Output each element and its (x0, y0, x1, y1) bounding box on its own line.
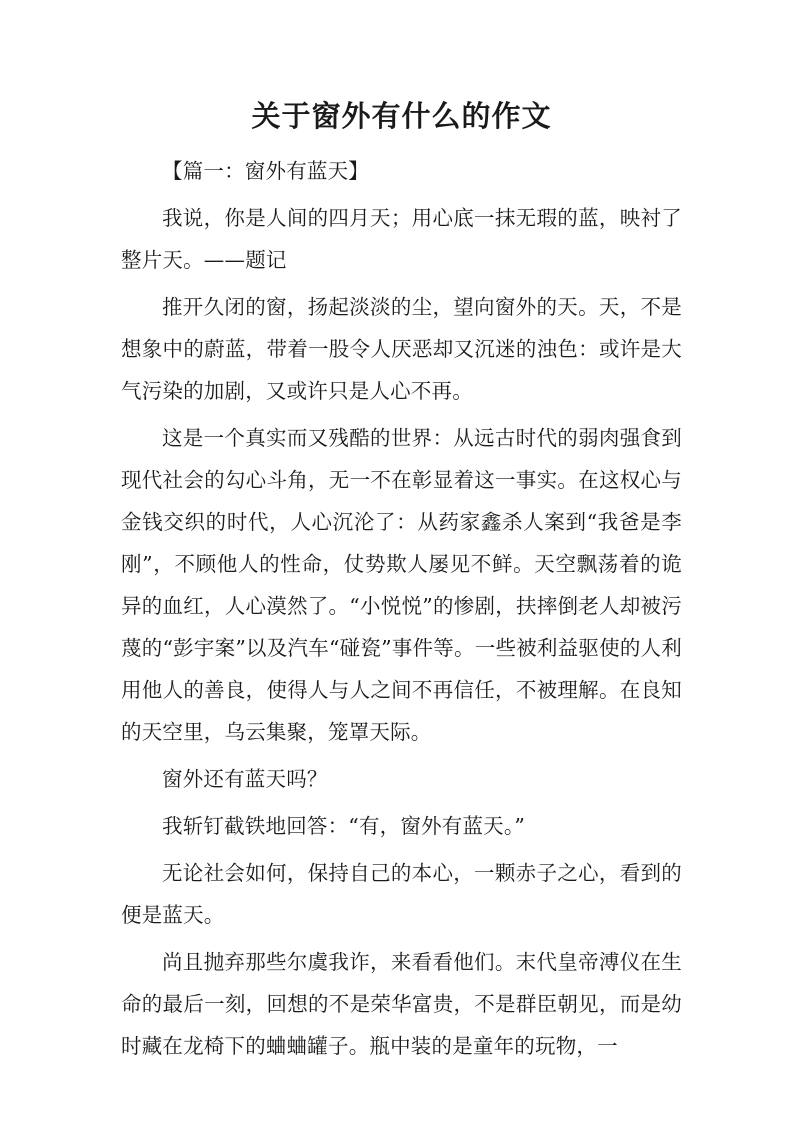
paragraph: 这是一个真实而又残酷的世界：从远古时代的弱肉强食到现代社会的勾心斗角，无一不在彰显着这一事实。在这权心与金钱交织的时代，人心沉沦了：从药家鑫杀人案到“我爸是李刚”，不顾他人的性命，仗势欺人屡见不鲜。天空飘荡着的诡异的血红，人心漠然了。“小悦悦”的惨剧，扶摔倒老人却被污蔑的“彭宇案”以及汽车“碰瓷”事件等。一些被利益驱使的人利用他人的善良，使得人与人之间不再信任，不被理解。在良知的天空里，乌云集聚，笼罩天际。 (121, 426, 682, 744)
paragraph: 尚且抛弃那些尔虞我诈，来看看他们。末代皇帝溥仪在生命的最后一刻，回想的不是荣华富贵，不是群臣朝见，而是幼时藏在龙椅下的蛐蛐罐子。瓶中装的是童年的玩物，一 (121, 950, 682, 1058)
section-heading: 【篇一：窗外有蓝天】 (162, 159, 369, 183)
paragraph: 窗外还有蓝天吗？ (162, 767, 328, 791)
paragraph: 推开久闭的窗，扬起淡淡的尘，望向窗外的天。天，不是想象中的蔚蓝，带着一股令人厌恶却又沉迷的浊色：或许是大气污染的加剧，又或许只是人心不再。 (121, 295, 682, 403)
document-title: 关于窗外有什么的作文 (251, 99, 552, 133)
paragraph: 无论社会如何，保持自己的本心，一颗赤子之心，看到的便是蓝天。 (121, 861, 682, 927)
paragraph-epigraph: 我说，你是人间的四月天；用心底一抹无瑕的蓝，映衬了整片天。——题记 (121, 206, 682, 272)
paragraph: 我斩钉截铁地回答：“有，窗外有蓝天。” (162, 814, 526, 838)
